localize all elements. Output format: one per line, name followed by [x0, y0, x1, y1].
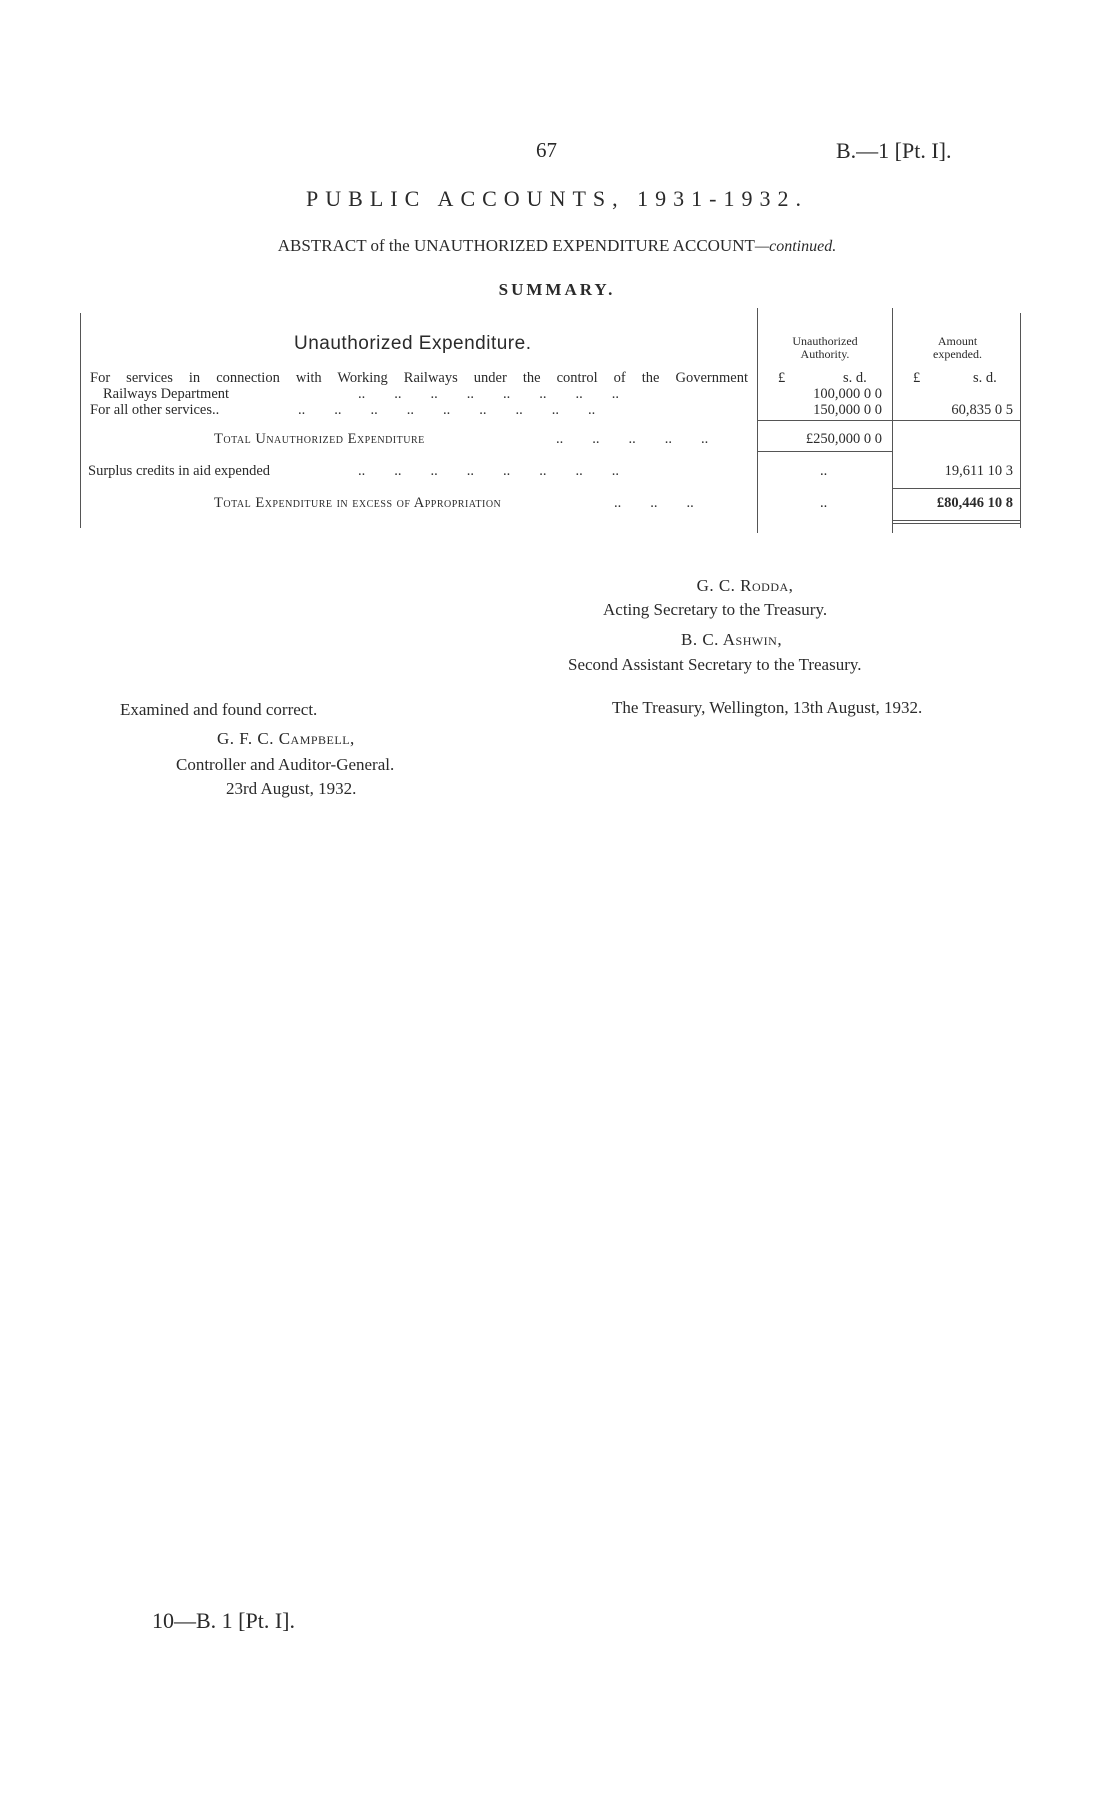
expended-total-rule: [893, 488, 1020, 489]
row-railways-leader: .. .. .. .. .. .. .. ..: [358, 386, 619, 402]
ashwin-title: Second Assistant Secretary to the Treasury.: [568, 655, 862, 674]
surplus-leader: .. .. .. .. .. .. .. ..: [358, 463, 619, 479]
rodda-name: G. C. Rodda,: [696, 576, 794, 595]
table-right-border: [1020, 313, 1021, 528]
row-other-label: For all other services..: [90, 402, 220, 418]
page-title: PUBLIC ACCOUNTS, 1931-1932.: [306, 186, 808, 211]
total-excess-leader: .. .. ..: [614, 495, 694, 511]
campbell-title: Controller and Auditor-General.: [176, 755, 395, 774]
authority-pound-unit: £: [778, 370, 786, 386]
surplus-value: 19,611 10 3: [944, 463, 1013, 479]
total-excess-label: Total Expenditure in excess of Appropriation: [214, 495, 502, 511]
row-railways-authority: 100,000 0 0: [813, 386, 882, 402]
expended-sd-unit: s. d.: [973, 370, 997, 386]
rodda-title: Acting Secretary to the Treasury.: [603, 600, 828, 619]
abstract-subtitle: [0, 236, 1114, 256]
surplus-label: Surplus credits in aid expended: [88, 463, 271, 479]
col-header-authority: Unauthorized Authority.: [792, 334, 858, 361]
subtitle-main: ABSTRACT of the UNAUTHORIZED EXPENDITURE ACCOUNT: [277, 236, 755, 255]
surplus-authority: ..: [820, 463, 828, 479]
page-number: 67: [536, 138, 557, 162]
row-other-leader: .. .. .. .. .. .. .. .. ..: [298, 402, 596, 418]
rodda-block: [0, 576, 1114, 596]
examined-note: Examined and found correct.: [120, 700, 318, 719]
total-unauthorized-label: Total Unauthorized Expenditure: [214, 431, 425, 447]
row-other-authority: 150,000 0 0: [813, 402, 882, 418]
total-unauthorized-leader: .. .. .. .. ..: [556, 431, 709, 447]
subtitle-continued: —continued.: [754, 238, 837, 255]
row-other-expended: 60,835 0 5: [951, 402, 1013, 418]
table-heading: Unauthorized Expenditure.: [294, 333, 532, 354]
campbell-date: 23rd August, 1932.: [226, 779, 357, 798]
ashwin-name: B. C. Ashwin,: [681, 630, 783, 649]
expended-pound-unit: £: [913, 370, 921, 386]
authority-total-rule: [758, 451, 892, 452]
table-left-border: [80, 313, 81, 528]
total-excess-authority: ..: [820, 495, 828, 511]
document-reference: B.—1 [Pt. I].: [836, 138, 952, 163]
row-railways-line2: Railways Department: [103, 386, 230, 402]
treasury-date: The Treasury, Wellington, 13th August, 1932.: [612, 698, 923, 717]
footer-signature-mark: 10—B. 1 [Pt. I].: [152, 1608, 295, 1633]
col-header-expended: Amount expended.: [933, 334, 982, 361]
authority-sd-unit: s. d.: [843, 370, 867, 386]
total-unauthorized-value: £250,000 0 0: [805, 431, 882, 447]
authority-subtotal-rule: [758, 420, 892, 421]
expended-double-rule-2: [893, 523, 1020, 524]
expended-double-rule-1: [893, 520, 1020, 521]
campbell-name: G. F. C. Campbell,: [217, 729, 355, 748]
summary-table: [80, 303, 1022, 533]
summary-heading: SUMMARY.: [498, 280, 616, 299]
expended-subtotal-rule: [893, 420, 1020, 421]
row-railways-line1: For services in connection with Working Railways under the control of the Government: [90, 370, 748, 386]
total-excess-value: £80,446 10 8: [936, 495, 1013, 511]
